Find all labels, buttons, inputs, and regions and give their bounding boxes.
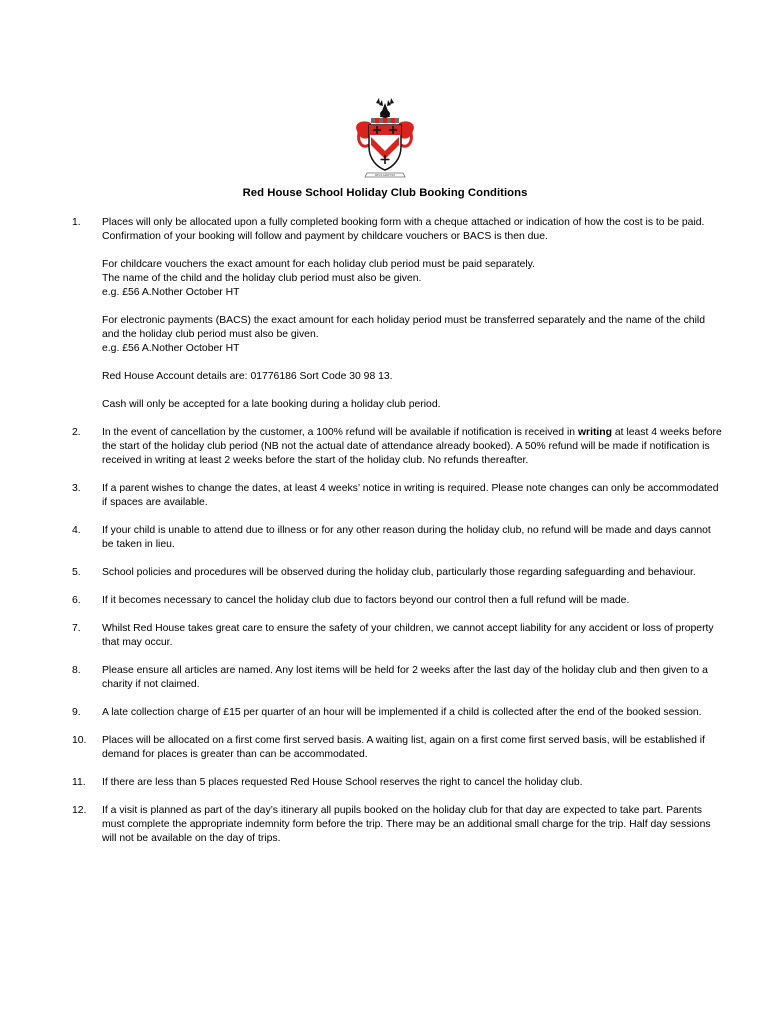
condition-body bbox=[102, 566, 724, 580]
condition-text: If your child is unable to attend due to illness or for any other reason during the holiday club, no refund will be made and days cannot be taken in lieu. bbox=[102, 525, 711, 550]
condition-paragraph: Cash will only be accepted for a late booking during a holiday club period. bbox=[102, 399, 441, 410]
condition-number: 7. bbox=[72, 623, 81, 634]
condition-number: 5. bbox=[72, 567, 81, 578]
condition-text: If a parent wishes to change the dates, at least 4 weeks’ notice in writing is required. Please note changes can only be accommodated if spaces are available. bbox=[102, 483, 719, 508]
condition-text: If it becomes necessary to cancel the holiday club due to factors beyond our control then a full refund will be made. bbox=[102, 595, 630, 606]
condition-number: 2. bbox=[72, 427, 81, 438]
condition-number: 3. bbox=[72, 483, 81, 494]
condition-body bbox=[102, 594, 724, 608]
condition-number: 9. bbox=[72, 707, 81, 718]
condition-body bbox=[102, 706, 724, 720]
condition-item bbox=[72, 216, 724, 412]
condition-number: 10. bbox=[72, 735, 87, 746]
condition-body bbox=[102, 804, 724, 846]
condition-text: A late collection charge of £15 per quarter of an hour will be implemented if a child is collected after the end of the booked session. bbox=[102, 707, 702, 718]
condition-paragraph: For electronic payments (BACS) the exact amount for each holiday period must be transferred separately and the name of the child and the holiday club period must also be given. e.g. £56 A.Nother October HT bbox=[102, 315, 705, 354]
condition-text: If there are less than 5 places requested Red House School reserves the right to cancel the holiday club. bbox=[102, 777, 583, 788]
condition-paragraph: For childcare vouchers the exact amount for each holiday club period must be paid separately. The name of the child and the holiday club period must also be given. e.g. £56 A.Nother October HT bbox=[102, 259, 535, 298]
condition-body bbox=[102, 216, 724, 412]
emphasis-text: writing bbox=[577, 427, 612, 438]
condition-body bbox=[102, 426, 724, 468]
condition-item bbox=[72, 664, 724, 692]
school-crest-logo bbox=[349, 97, 421, 183]
condition-item bbox=[72, 426, 724, 468]
condition-item bbox=[72, 706, 724, 720]
condition-item bbox=[72, 524, 724, 552]
condition-body bbox=[102, 664, 724, 692]
condition-body bbox=[102, 734, 724, 762]
crest-motto: DEUS ADJUVAT bbox=[374, 174, 396, 178]
condition-number: 6. bbox=[72, 595, 81, 606]
condition-number: 11. bbox=[72, 777, 86, 788]
condition-number: 8. bbox=[72, 665, 81, 676]
condition-paragraph: Red House Account details are: 01776186 Sort Code 30 98 13. bbox=[102, 371, 393, 382]
condition-text: School policies and procedures will be observed during the holiday club, particularly those regarding safeguarding and behaviour. bbox=[102, 567, 696, 578]
condition-item bbox=[72, 776, 724, 790]
condition-number: 4. bbox=[72, 525, 81, 536]
condition-item bbox=[72, 622, 724, 650]
condition-body bbox=[102, 776, 724, 790]
condition-paragraph: Places will only be allocated upon a fully completed booking form with a cheque attached or indication of how the cost is to be paid. Confirmation of your booking will follow and payment by childcare vouchers or BACS is then due. bbox=[102, 217, 705, 242]
conditions-list bbox=[72, 216, 724, 860]
condition-text: In the event of cancellation by the customer, a 100% refund will be available if notification is received in bbox=[102, 427, 578, 438]
condition-text: Places will be allocated on a first come first served basis. A waiting list, again on a first come first served basis, will be established if demand for places is greater than can be accommodated. bbox=[102, 735, 705, 760]
condition-text: Please ensure all articles are named. Any lost items will be held for 2 weeks after the last day of the holiday club and then given to a charity if not claimed. bbox=[102, 665, 708, 690]
condition-body bbox=[102, 524, 724, 552]
condition-text: at least 4 weeks before the start of the holiday club period (NB not the actual date of attendance already booked). A 50% refund will be made if notification is received in writing at least 2 weeks before the start of the holiday club. No refunds thereafter. bbox=[102, 427, 722, 466]
condition-item bbox=[72, 734, 724, 762]
document-title: Red House School Holiday Club Booking Conditions bbox=[242, 187, 528, 199]
condition-item bbox=[72, 566, 724, 580]
condition-number: 12. bbox=[72, 805, 87, 816]
condition-item bbox=[72, 594, 724, 608]
condition-item bbox=[72, 482, 724, 510]
condition-text: If a visit is planned as part of the day’s itinerary all pupils booked on the holiday club for that day are expected to take part. Parents must complete the appropriate indemnity form before the trip. There may be an additional small charge for the trip. Half day sessions will not be available on the day of trips. bbox=[102, 805, 711, 844]
condition-item bbox=[72, 804, 724, 846]
condition-number: 1. bbox=[72, 217, 81, 228]
condition-body bbox=[102, 622, 724, 650]
condition-body bbox=[102, 482, 724, 510]
condition-text: Whilst Red House takes great care to ensure the safety of your children, we cannot accept liability for any accident or loss of property that may occur. bbox=[102, 623, 714, 648]
